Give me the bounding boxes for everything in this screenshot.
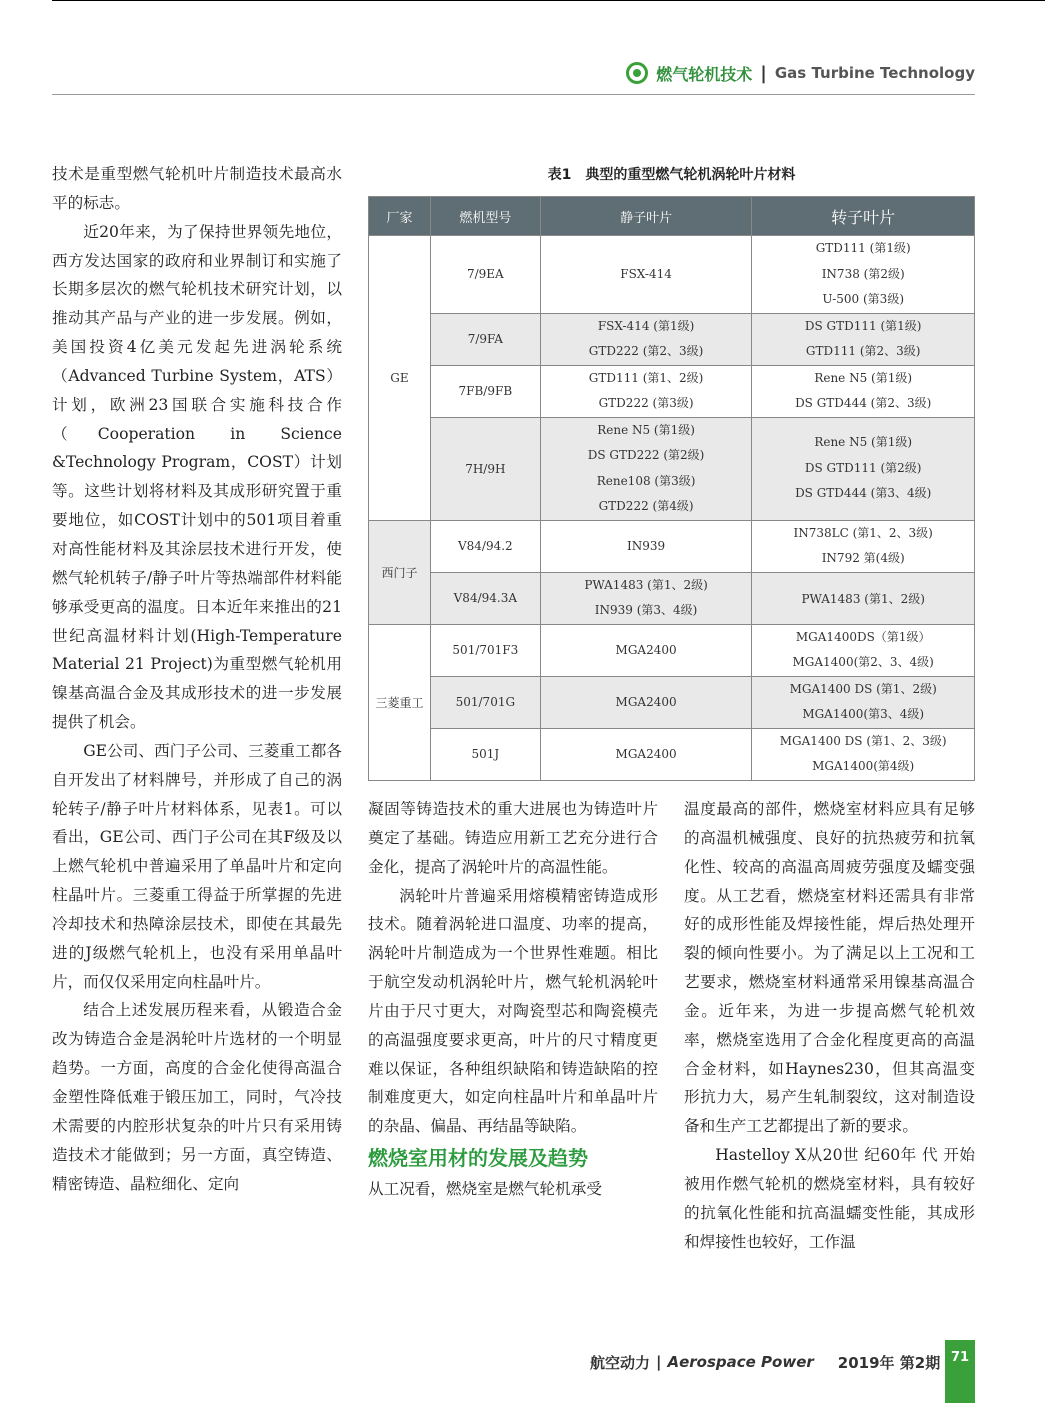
table-caption: 表1 典型的重型燃气轮机涡轮叶片材料 [547, 167, 796, 183]
stator-line: FSX-414 (第1级) [597, 318, 695, 333]
table-row [369, 624, 975, 676]
rotor-line: DS GTD444 (第3、4级) [795, 486, 932, 501]
rotor-line: Rene N5 (第1级) [814, 370, 913, 385]
materials-table [368, 196, 975, 781]
rotor-line: DS GTD444 (第2、3级) [795, 396, 932, 410]
rotor-line: MGA1400(第2、3、4级) [792, 655, 934, 669]
stator-line: GTD222 (第4级) [598, 499, 694, 513]
journal-logo-icon [626, 62, 648, 84]
paragraph: GE公司、西门子公司、三菱重工都各自开发出了材料牌号，并形成了自己的涡轮转子/静子叶片材料体系，见表1。可以看出，GE公司、西门子公司在其F级及以上燃气轮机中普遍采用了单晶叶片和定向柱晶叶片。三菱重工得益于所掌握的先进冷却技术和热障涂层技术，即使在其最先进的J级燃气轮机上，也没有采用单晶叶片，而仅仅采用定向柱晶叶片。 [52, 741, 342, 991]
text-column-2 [368, 795, 658, 1204]
paragraph: 结合上述发展历程来看，从锻造合金改为铸造合金是涡轮叶片选材的一个明显趋势。一方面，高度的合金化使得高温合金塑性降低难于锻压加工，同时，气冷技术需要的内腔形状复杂的叶片只有采用铸造技术才能做到；另一方面，真空铸造、精密铸造、晶粒细化、定向 [52, 1001, 342, 1193]
rotor-line: DS GTD111 (第1级) [804, 318, 922, 333]
model-cell: 501J [430, 728, 540, 780]
rotor-line: MGA1400 DS (第1、2、3级) [779, 733, 947, 748]
rotor-line: IN738 (第2级) [821, 266, 905, 281]
stator-line: IN939 (第3、4级) [594, 603, 698, 617]
table-row [369, 676, 975, 728]
model-cell: 7FB/9FB [430, 365, 540, 417]
footer-issue: 2019年 第2期 [837, 1353, 941, 1372]
rotor-line: MGA1400(第4级) [812, 759, 915, 773]
rotor-cell [752, 417, 975, 520]
table-row [369, 365, 975, 417]
stator-line: PWA1483 (第1、2级) [584, 577, 708, 592]
paragraph: Hastelloy X从20世 纪60年 代 开始被用作燃气轮机的燃烧室材料，具有较好的抗氧化性能和抗高温蠕变性能，其成形和焊接性也较好，工作温 [684, 1146, 975, 1251]
stator-line: GTD222 (第2、3级) [588, 344, 704, 358]
rotor-line: GTD111 (第1级) [815, 241, 911, 255]
stator-cell: FSX-414 [540, 236, 752, 314]
header-journal-en: Gas Turbine Technology [774, 64, 975, 82]
model-cell: 501/701G [430, 676, 540, 728]
table-row [369, 236, 975, 314]
rotor-line: Rene N5 (第1级) [814, 435, 913, 450]
rotor-line: U-500 (第3级) [822, 292, 905, 306]
stator-line: DS GTD222 (第2级) [587, 448, 705, 462]
table-row [369, 572, 975, 624]
paragraph: 近20年来，为了保持世界领先地位，西方发达国家的政府和业界制订和实施了长期多层次的燃气轮机技术研究计划，以推动其产品与产业的进一步发展。例如，美国投资4亿美元发起先进涡轮系统（Advanced Turbine System，ATS）计划，欧洲23国联合实施科技合作（Cooperation in Science &Technology Program，COST）计划等。这些计划将材料及其成形研究置于重要地位，如COST计划中的501项目着重对高性能材料及其涂层技术进行开发，使燃气轮机转子/静子叶片等热端部件材料能够承受更高的温度。日本近年来推出的21世纪高温材料计划(High-Temperature Material 21 Project)为重型燃气轮机用镍基高温合金及其成形技术的进一步发展提供了机会。 [52, 222, 342, 732]
rotor-cell [752, 624, 975, 676]
paragraph: 温度最高的部件，燃烧室材料应具有足够的高温机械强度、良好的抗热疲劳和抗氧化性、较高的高温高周疲劳强度及蠕变强度。从工艺看，燃烧室材料还需具有非常好的成形性能及焊接性能，焊后热处理开裂的倾向性要小。为了满足以上工况和工艺要求，燃烧室材料通常采用镍基高温合金。近年来，为进一步提高燃气轮机效率，燃烧室选用了合金化程度更高的高温合金材料，如Haynes230，但其高温变形抗力大，易产生轧制裂纹，这对制造设备和生产工艺都提出了新的要求。 [684, 800, 975, 1136]
model-cell: 7/9FA [430, 313, 540, 365]
stator-cell [540, 365, 752, 417]
footer-journal-en: Aerospace Power [667, 1353, 814, 1371]
stator-line: Rene N5 (第1级) [597, 422, 695, 437]
section-heading: 燃烧室用材的发展及趋势 [368, 1146, 588, 1171]
table-row [369, 313, 975, 365]
manufacturer-mitsubishi: 三菱重工 [369, 624, 431, 780]
header-manufacturer: 厂家 [369, 197, 431, 236]
rotor-cell [752, 676, 975, 728]
text-column-1 [52, 160, 342, 1198]
model-cell: V84/94.2 [430, 520, 540, 572]
stator-line: GTD111 (第1、2级) [588, 370, 704, 385]
model-cell: V84/94.3A [430, 572, 540, 624]
stator-cell: IN939 [540, 520, 752, 572]
rotor-cell: PWA1483 (第1、2级) [752, 572, 975, 624]
stator-cell [540, 572, 752, 624]
page-number: 71 [945, 1340, 975, 1403]
header-model: 燃机型号 [430, 197, 540, 236]
rotor-line: IN738LC (第1、2、3级) [793, 525, 933, 540]
stator-cell: MGA2400 [540, 676, 752, 728]
stator-line: GTD222 (第3级) [598, 396, 694, 410]
rotor-cell [752, 313, 975, 365]
stator-cell [540, 417, 752, 520]
rotor-cell [752, 520, 975, 572]
paragraph: 技术是重型燃气轮机叶片制造技术最高水平的标志。 [52, 165, 342, 212]
rotor-line: DS GTD111 (第2级) [804, 460, 922, 475]
stator-cell: MGA2400 [540, 624, 752, 676]
table-row [369, 728, 975, 780]
table-row [369, 417, 975, 520]
header-rule [52, 94, 975, 95]
paragraph: 凝固等铸造技术的重大进展也为铸造叶片奠定了基础。铸造应用新工艺充分进行合金化，提高了涡轮叶片的高温性能。 [368, 800, 658, 876]
rotor-cell [752, 728, 975, 780]
rotor-line: MGA1400DS（第1级） [795, 629, 931, 644]
rotor-line: GTD111 (第2、3级) [805, 344, 921, 358]
stator-line: Rene108 (第3级) [596, 473, 696, 488]
manufacturer-ge: GE [369, 236, 431, 521]
rotor-line: MGA1400(第3、4级) [802, 707, 925, 721]
table-header-row [369, 197, 975, 236]
stator-cell [540, 313, 752, 365]
stator-cell: MGA2400 [540, 728, 752, 780]
footer-journal-cn: 航空动力 [590, 1353, 651, 1372]
running-footer [590, 1350, 940, 1374]
header-stator: 静子叶片 [540, 197, 752, 236]
paragraph: 从工况看，燃烧室是燃气轮机承受 [368, 1180, 602, 1199]
rotor-line: IN792 第(4级) [821, 551, 905, 565]
text-column-3 [684, 795, 975, 1257]
header-journal-cn: 燃气轮机技术 [656, 64, 753, 84]
model-cell: 501/701F3 [430, 624, 540, 676]
header-rotor: 转子叶片 [752, 197, 975, 236]
model-cell: 7/9EA [430, 236, 540, 314]
footer-separator: | [656, 1353, 662, 1371]
rotor-line: MGA1400 DS (第1、2级) [789, 681, 937, 696]
table-row [369, 520, 975, 572]
manufacturer-siemens: 西门子 [369, 520, 431, 624]
paragraph: 涡轮叶片普遍采用熔模精密铸造成形技术。随着涡轮进口温度、功率的提高，涡轮叶片制造成为一个世界性难题。相比于航空发动机涡轮叶片，燃气轮机涡轮叶片由于尺寸更大，对陶瓷型芯和陶瓷模壳的高温强度要求更高，叶片的尺寸精度更难以保证，各种组织缺陷和铸造缺陷的控制难度更大，如定向柱晶叶片和单晶叶片的杂晶、偏晶、再结晶等缺陷。 [368, 886, 658, 1136]
header-separator: | [760, 62, 767, 84]
top-rule [52, 0, 1045, 1]
running-header [600, 60, 975, 86]
rotor-cell [752, 236, 975, 314]
rotor-cell [752, 365, 975, 417]
model-cell: 7H/9H [430, 417, 540, 520]
